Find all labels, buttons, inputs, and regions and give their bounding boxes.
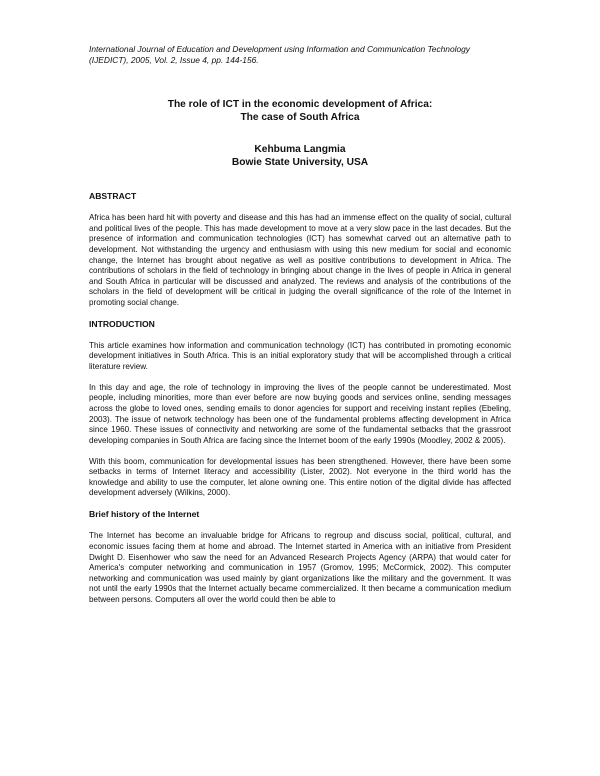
abstract-text: Africa has been hard hit with poverty and disease and this has had an immense effect on the quality of social, cultural and political lives of the people. This has made development to move at a very slow pace in the last decades. But the presence of information and communication technologies (ICT) has somewhat carved out an alternative path to development. Not withstanding the urgency and enthusiasm with using this new medium for social and economic change, the Internet has brought about negative as well as positive contributions to development in Africa. The contributions of scholars in the field of technology in bringing about change in the lives of people in Africa in general and South Africa in particular will be discussed and analyzed. The reviews and analysis of the contributions of the scholars in the field of development will be critical in judging the overall significance of the role of the Internet in promoting social change.: [89, 213, 511, 307]
paper-title: [89, 99, 511, 124]
author-name: Kehbuma Langmia: [254, 144, 346, 156]
introduction-paragraph-2: In this day and age, the role of technology in improving the lives of the people cannot be underestimated. Most people, including minorities, more than ever before are now buying goods and services online, sending messages across the globe to loved ones, sending emails to donor agencies for support and receiving instant replies (Ebeling, 2003). The issue of network technology has been one of the fundamental problems affecting development in Africa since 1960. These issues of connectivity and networking are some of the fundamental setbacks that the grassroot developing companies in South Africa are facing since the Internet boom of the early 1990s (Moodley, 2002 & 2005).: [89, 382, 511, 445]
title-line-1: The role of ICT in the economic development of Africa:: [167, 99, 433, 111]
author-affiliation: Bowie State University, USA: [231, 157, 369, 169]
journal-citation: International Journal of Education and Development using Information and Communication Technology (IJEDICT), 2005, Vol. 2, Issue 4, pp. 144-156.: [89, 44, 470, 65]
introduction-paragraph-1: This article examines how information and communication technology (ICT) has contributed in promoting economic development initiatives in South Africa. This is an initial exploratory study that will be accomplished through a critical literature review.: [89, 340, 511, 371]
abstract-section: [89, 191, 511, 308]
abstract-heading: ABSTRACT: [89, 191, 137, 202]
title-line-2: The case of South Africa: [240, 111, 360, 123]
brief-history-paragraph: The Internet has become an invaluable bridge for Africans to regroup and discuss social, political, cultural, and economic issues facing them at home and abroad. The Internet started in America with an initiative from President Dwight D. Eisenhower who saw the need for an Advanced Research Projects Agency (ARPA) that would cater for America's computer networking and communication in 1957 (Gromov, 1995; McCormick, 2002). This computer networking and communication was used mainly by giant organizations like the military and the government. It was not until the early 1990s that the Internet actually became commercialized. It then became a communication medium between persons. Computers all over the world could then be able to: [89, 531, 511, 604]
author-block: [89, 143, 511, 169]
brief-history-section: [89, 509, 511, 605]
introduction-heading: INTRODUCTION: [89, 318, 155, 329]
brief-history-heading: Brief history of the Internet: [89, 509, 200, 520]
introduction-paragraph-3: With this boom, communication for developmental issues has been strengthened. However, there have been some setbacks in terms of Internet literacy and accessibility (Lister, 2002). Not everyone in the third world has the knowledge and ability to use the computer, let alone owning one. This entire notion of the digital divide has affected development adversely (Wilkins, 2000).: [89, 456, 511, 498]
introduction-section: [89, 319, 511, 499]
